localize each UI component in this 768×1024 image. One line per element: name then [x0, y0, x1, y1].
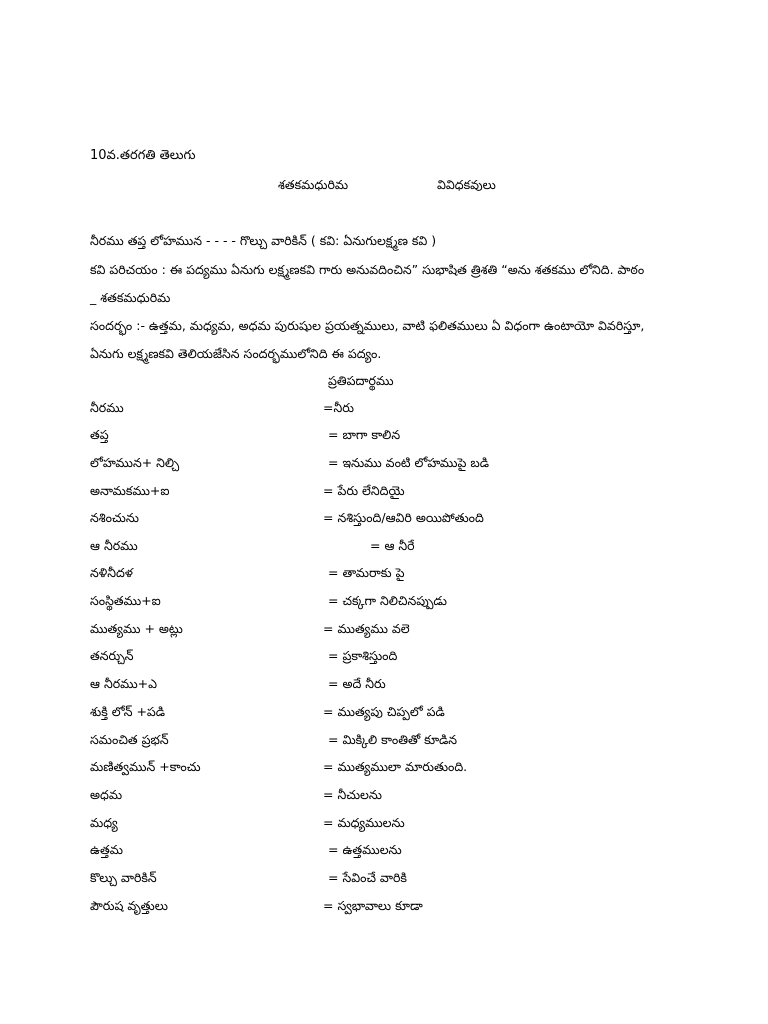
glossary-row — [0, 815, 768, 831]
section-title: శతకమధురిమ — [278, 177, 349, 192]
glossary-row — [0, 538, 768, 554]
glossary-meaning: = నీచులను — [323, 787, 383, 802]
glossary-heading: ప్రతిపదార్థము — [328, 373, 394, 388]
glossary-meaning: = స్వభావాలు కూడా — [323, 898, 423, 913]
glossary-word: అధమ — [90, 787, 123, 802]
glossary-row — [0, 676, 768, 692]
glossary-row — [0, 455, 768, 471]
glossary-row — [0, 648, 768, 664]
glossary-meaning: = పేరు లేనిదియై — [323, 483, 405, 498]
glossary-row — [0, 510, 768, 526]
glossary-word: ముత్యము + అట్లు — [90, 621, 183, 636]
glossary-word: నళినీదళ — [90, 565, 133, 580]
glossary-meaning: = మధ్యములను — [323, 815, 405, 830]
glossary-word: సంస్థితము+ఐ — [90, 593, 161, 608]
glossary-meaning: = ముత్యపు చిప్పలో పడి — [323, 704, 445, 719]
context-line-2: ఏనుగు లక్ష్మణకవి తెలియజేసిన సందర్భములోనిది ఈ పద్యం. — [90, 346, 382, 361]
poet-introduction-line-1: కవి పరిచయం : ఈ పద్యము ఏనుగు లక్ష్మణకవి గారు అనువదించిన” సుభాషిత త్రిశతి “అను శతకము లోనిది. పాఠం — [90, 262, 645, 277]
glossary-meaning: = చక్కగా నిలిచినప్పుడు — [328, 593, 447, 608]
glossary-word: తనర్చున్ — [90, 648, 134, 663]
glossary-word: లోహమున+ నిల్చి — [90, 455, 180, 470]
glossary-row — [0, 565, 768, 581]
glossary-meaning: = అదే నీరు — [328, 676, 386, 691]
glossary-row — [0, 732, 768, 748]
glossary-word: మధ్య — [90, 815, 118, 830]
glossary-row — [0, 593, 768, 609]
poet-introduction-line-2: _ శతకమధురిమ — [90, 290, 171, 305]
glossary-word: ఆ నీరము — [90, 538, 138, 553]
glossary-row — [0, 842, 768, 858]
glossary-word: తప్త — [90, 427, 109, 442]
glossary-word: అనామకము+ఐ — [90, 483, 170, 498]
glossary-row — [0, 759, 768, 775]
glossary-meaning: = ఆ నీరే — [370, 538, 415, 553]
glossary-meaning: = మిక్కిలి కాంతితో కూడిన — [328, 732, 458, 747]
glossary-meaning: = ఇనుము వంటి లోహముపై బడి — [328, 455, 489, 470]
glossary-word: ఉత్తమ — [90, 842, 123, 857]
glossary-meaning: = బాగా కాలిన — [328, 427, 401, 442]
glossary-row — [0, 621, 768, 637]
glossary-row — [0, 483, 768, 499]
glossary-word: నశించును — [90, 510, 139, 525]
glossary-word: పౌరుష వృత్తులు — [90, 898, 168, 913]
glossary-meaning: = ముత్యములా మారుతుంది. — [323, 759, 468, 774]
glossary-word: సమంచిత ప్రభన్ — [90, 732, 169, 747]
glossary-meaning: = సేవించే వారికి — [328, 870, 407, 885]
glossary-word: కొల్చు వారికిన్ — [90, 870, 157, 885]
section-author: వివిధకవులు — [437, 177, 496, 192]
document-header: 10వ.తరగతి తెలుగు — [90, 148, 196, 163]
glossary-meaning: = నశిస్తుంది/ఆవిరి అయిపోతుంది — [323, 510, 484, 525]
glossary-meaning: =నీరు — [323, 400, 354, 415]
glossary-row — [0, 870, 768, 886]
glossary-word: మణిత్వమున్ +కాంచు — [90, 759, 201, 774]
glossary-word: శుక్తి లోన్ +పడి — [90, 704, 166, 719]
glossary-row — [0, 427, 768, 443]
glossary-row — [0, 704, 768, 720]
glossary-meaning: = ప్రకాశిస్తుంది — [328, 648, 398, 663]
glossary-word: నీరము — [90, 400, 124, 415]
glossary-meaning: = ముత్యము వలె — [323, 621, 410, 636]
glossary-row — [0, 400, 768, 416]
glossary-row — [0, 787, 768, 803]
poem-reference: నీరము తప్త లోహమున - - - - గొల్చు వారికిన్ ( కవి: ఏనుగులక్ష్మణ కవి ) — [90, 233, 437, 248]
glossary-meaning: = ఉత్తములను — [328, 842, 402, 857]
glossary-meaning: = తామరాకు పై — [328, 565, 405, 580]
glossary-word: ఆ నీరము+ఎ — [90, 676, 158, 691]
context-line-1: సందర్భం :- ఉత్తమ, మధ్యమ, అధమ పురుషుల ప్రయత్నములు, వాటి ఫలితములు ఏ విధంగా ఉంటాయో వివరిస్తూ, — [90, 318, 645, 333]
glossary-row — [0, 898, 768, 914]
